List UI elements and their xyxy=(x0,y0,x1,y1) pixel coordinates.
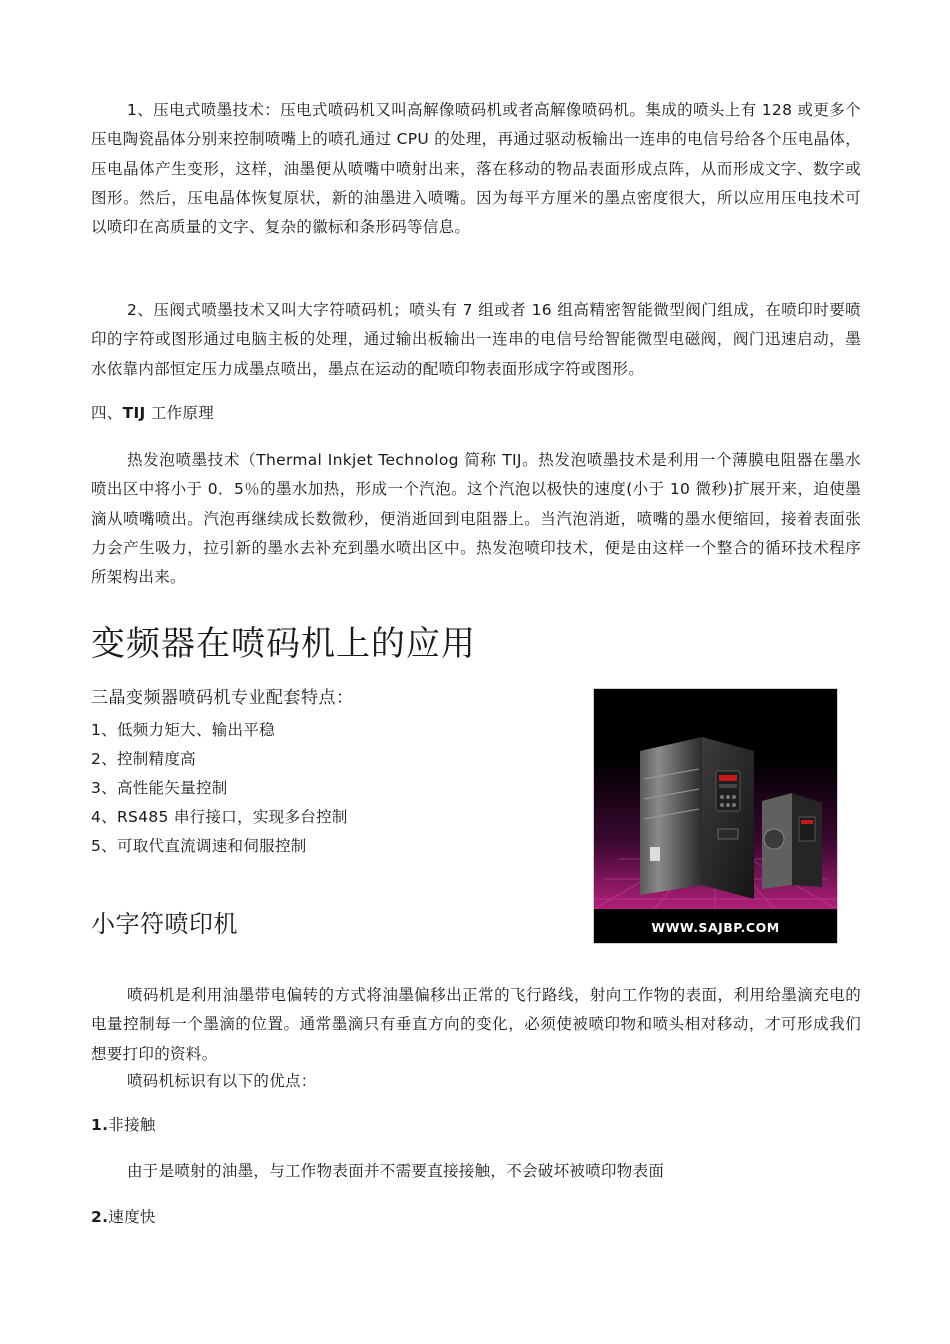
section-number: 四、 xyxy=(91,404,123,422)
feature-item: 4、RS485 串行接口，实现多台控制 xyxy=(91,808,348,826)
advantage-title: 非接触 xyxy=(108,1116,156,1134)
feature-item: 1、低频力矩大、输出平稳 xyxy=(91,721,275,739)
advantage-heading-2 xyxy=(91,1205,156,1227)
product-watermark: WWW.SAJBP.COM xyxy=(651,920,780,935)
product-image xyxy=(593,688,838,944)
paragraph-cij-principle: 喷码机是利用油墨带电偏转的方式将油墨偏移出正常的飞行路线，射向工作物的表面，利用给墨滴充电的电量控制每一个墨滴的位置。通常墨滴只有垂直方向的变化，必须使被喷印物和喷头相对移动，才可形成我们想要打印的资料。 xyxy=(91,986,861,1063)
advantage-description-1: 由于是喷射的油墨，与工作物表面并不需要直接接触，不会破坏被喷印物表面 xyxy=(127,1162,665,1180)
advantage-number: 2. xyxy=(91,1208,109,1226)
section-heading-tij xyxy=(91,401,214,423)
page-title: 变频器在喷码机上的应用 xyxy=(91,624,476,664)
subheading-small-character: 小字符喷印机 xyxy=(91,910,238,938)
advantage-heading-1 xyxy=(91,1113,156,1135)
section-tij-label: TIJ xyxy=(122,404,146,422)
feature-item: 5、可取代直流调速和伺服控制 xyxy=(91,837,307,855)
feature-list xyxy=(91,684,354,861)
paragraph-thermal-inkjet: 热发泡喷墨技术（Thermal Inkjet Technolog 简称 TIJ。热发泡喷墨技术是利用一个薄膜电阻器在墨水喷出区中将小于 0．5％的墨水加热，形成一个汽泡。这个汽泡以极快的速度(小于 10 微秒)扩展开来，迫使墨滴从喷嘴喷出。汽泡再继续成长数微秒，便消逝回到电阻器上。当汽泡消逝，喷嘴的墨水便缩回，接着表面张力会产生吸力，拉引新的墨水去补充到墨水喷出区中。热发泡喷印技术，便是由这样一个整合的循环技术程序所架构出来。 xyxy=(91,451,861,587)
paragraph-advantages-intro: 喷码机标识有以下的优点： xyxy=(127,1072,317,1090)
feature-item: 2、控制精度高 xyxy=(91,750,196,768)
inverter-product-icon xyxy=(594,689,837,943)
advantage-title: 速度快 xyxy=(108,1208,156,1226)
feature-list-title: 三晶变频器喷码机专业配套特点： xyxy=(91,688,354,708)
section-title-text: 工作原理 xyxy=(145,404,215,422)
paragraph-valve: 2、压阀式喷墨技术又叫大字符喷码机；喷头有 7 组或者 16 组高精密智能微型阀门组成，在喷印时要喷印的字符或图形通过电脑主板的处理，通过输出板输出一连串的电信号给智能微型电磁阀，阀门迅速启动，墨水依靠内部恒定压力成墨点喷出，墨点在运动的配喷印物表面形成字符或图形。 xyxy=(91,301,861,378)
feature-item: 3、高性能矢量控制 xyxy=(91,779,228,797)
paragraph-piezo: 1、压电式喷墨技术：压电式喷码机又叫高解像喷码机或者高解像喷码机。集成的喷头上有 128 或更多个压电陶瓷晶体分别来控制喷嘴上的喷孔通过 CPU 的处理，再通过驱动板输出一连串的电信号给各个压电晶体，压电晶体产生变形，这样，油墨便从喷嘴中喷射出来，落在移动的物品表面形成点阵，从而形成文字、数字或图形。然后，压电晶体恢复原状，新的油墨进入喷嘴。因为每平方厘米的墨点密度很大，所以应用压电技术可以喷印在高质量的文字、复杂的徽标和条形码等信息。 xyxy=(91,101,861,237)
advantage-number: 1. xyxy=(91,1116,109,1134)
